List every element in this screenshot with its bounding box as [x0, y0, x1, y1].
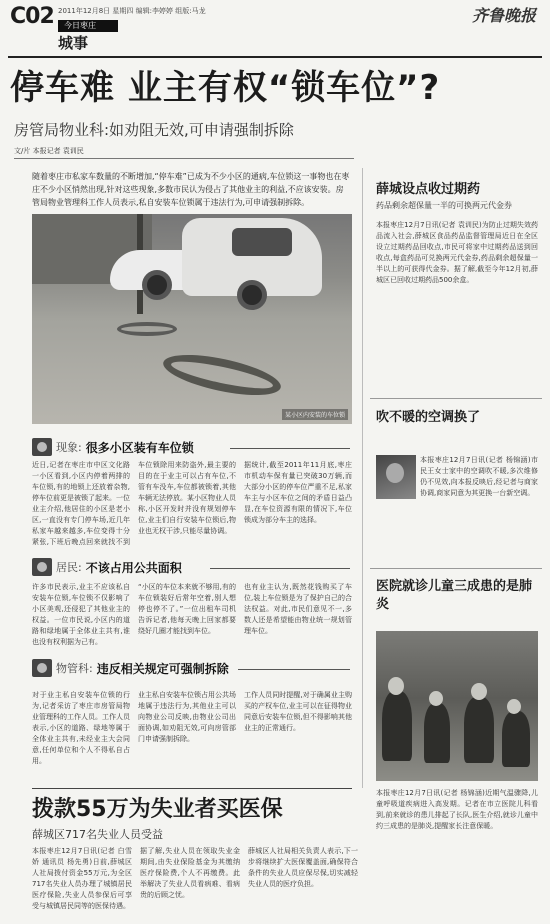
photo-car-window — [232, 228, 292, 256]
story-expired-drugs-body: 本报枣庄12月7日讯(记者 袁训民)为防止过期失效药品流入社会,薛城区食品药品监督管理局近日在全区设立过期药品回收点,市民可将家中过期药品送到回收点,每盒药品可兑换两元代金券,药品剩余超保量一半以上的可获得代金券。据了解,截至今年12月初,薛城区已回收过期药品500余盒。 — [376, 221, 538, 284]
photo-head — [429, 691, 443, 706]
photo-person — [382, 691, 412, 761]
hospital-photo — [376, 631, 538, 781]
photo-head — [507, 699, 521, 714]
column-divider — [362, 168, 363, 788]
header-divider — [8, 56, 542, 58]
bottom-story-body — [32, 846, 362, 918]
article-column: 也有业主认为,既然花钱购买了车位,装上车位锁是为了保护自己的合法权益。对此,市民们意见不一,多数人还是希望能由物业统一规划管理车位。 — [244, 583, 352, 635]
section-heading-property-office — [32, 659, 229, 677]
section-divider — [210, 568, 350, 569]
section-heading-residents — [32, 558, 182, 576]
story-divider — [370, 398, 542, 399]
camera-icon — [32, 438, 52, 456]
main-byline: 文/片 本报记者 袁训民 — [14, 147, 84, 155]
photo-person — [424, 703, 450, 763]
article-column: 工作人员同时提醒,对于确属业主购买的产权车位,业主可以在征得物业同意后安装车位锁,但不得影响其他业主的正常通行。 — [244, 691, 352, 732]
article-column: 据统计,截至2011年11月底,枣庄市机动车保有量已突破30万辆,而大部分小区的停车位严重不足,私家车主与小区车位之间的矛盾日益凸显,在车位资源有限的情况下,车位锁成为部分车主的选择。 — [244, 461, 352, 524]
article-column: 业主私自安装车位锁占用公共场地属于违法行为,其他业主可以向物业公司反映,由物业公司出面协调,如劝阻无效,可向房管部门申请强制拆除。 — [138, 691, 236, 743]
masthead — [0, 0, 550, 58]
camera-icon — [32, 558, 52, 576]
section-title: 违反相关规定可强制拆除 — [96, 661, 229, 676]
story-expired-drugs-headline: 薛城设点收过期药 — [376, 182, 481, 197]
section-kicker: 物管科: — [56, 662, 93, 675]
photo-head — [471, 683, 487, 700]
section-name: 城事 — [58, 34, 89, 52]
main-subheadline: 房管局物业科:如劝阻无效,可申请强制拆除 — [14, 121, 294, 139]
issue-meta: 2011年12月8日 星期四 编辑:李婷婷 组版:马龙 — [58, 7, 206, 15]
main-headline: 停车难 业主有权“锁车位”? — [10, 68, 441, 108]
headline-divider — [14, 158, 354, 159]
section-title: 很多小区装有车位锁 — [85, 440, 194, 455]
section-divider — [238, 669, 350, 670]
story-expired-drugs-subhead: 药品剩余超保量一半的可换两元代金券 — [376, 201, 512, 210]
photo-person — [502, 711, 530, 767]
article-column: 近日,记者在枣庄市中区文化路一小区看到,小区内停着两排的车位锁,有的地锁上还放着杂物,停车位前更是被锁了起来。一位业主介绍,他居住的小区是老小区,一直没有专门停车场,近几年私家车越来越多,车位变得十分紧张,下班后晚点回来就找不到 — [32, 461, 130, 546]
bottom-story-subhead: 薛城区717名失业人员受益 — [32, 828, 163, 841]
photo-parking-lock — [160, 347, 284, 403]
newspaper-logo: 齐鲁晚报 — [471, 6, 536, 25]
story-air-conditioner-body: 本报枣庄12月7日讯(记者 杨锦涵)市民王女士家中的空调吹不暖,多次维修仍不见效,向本报反映后,经记者与商家协调,商家同意为其更换一台新空调。 — [420, 456, 538, 497]
story-air-conditioner-headline: 吹不暖的空调换了 — [376, 410, 481, 425]
section-tag: 今日枣庄 — [58, 20, 118, 32]
section-kicker: 现象: — [56, 441, 82, 454]
article-column: 据了解,失业人员在领取失业金期间,由失业保险基金为其缴纳医疗保险费,个人不再缴费。此举解决了失业人员看病难、看病贵的后顾之忧。 — [140, 847, 240, 899]
photo-caption: 某小区内安装的车位锁 — [282, 409, 348, 420]
photo-icon — [376, 455, 416, 499]
article-column: 许多市民表示,业主不应该私自安装车位锁,车位锁不仅影响了小区美观,还侵犯了其他业主的权益。一位市民说,小区内的道路和绿地属于全体业主共有,谁也没有权利据为己有。 — [32, 583, 130, 646]
article-column: 本报枣庄12月7日讯(记者 白雪娇 通讯员 杨先勇)日前,薛城区人社局拨付资金55万元,为全区717名失业人员办理了城镇居民医疗保险,失业人员参保后可享受与城镇居民同等的医保待遇。 — [32, 847, 132, 910]
parking-lock-photo — [32, 214, 352, 424]
article-column: 薛城区人社局相关负责人表示,下一步将继续扩大医保覆盖面,确保符合条件的失业人员应保尽保,切实减轻失业人员的医疗负担。 — [248, 847, 358, 888]
photo-head — [388, 677, 404, 695]
section-heading-phenomenon — [32, 438, 194, 456]
section-divider — [230, 448, 350, 449]
bottom-story-divider — [32, 788, 352, 789]
photo-parking-lock — [117, 322, 177, 336]
story-divider — [370, 568, 542, 569]
section-kicker: 居民: — [56, 561, 82, 574]
section-title: 不该占用公共面积 — [85, 560, 182, 575]
bottom-story-headline: 拨款55万为失业者买医保 — [32, 797, 283, 822]
main-lead-paragraph: 随着枣庄市私家车数量的不断增加,“停车难”已成为不少小区的通病,车位锁这一事物也在枣庄不少小区悄然出现,针对这些现象,多数市民认为侵占了其他业主的利益,不应该安装。房管局物业管理科工作人员表示,私自安装车位锁属于违法行为,可申请强制拆除。 — [32, 172, 350, 207]
article-column: 车位锁除用来防盗外,最主要的目的在于业主可以占有车位,不管有车没车,车位都被锁着,其他车辆无法停放。某小区物业人员称,小区开发时并没有规划停车位,业主们自行安装车位锁后,物业也无权干涉,只能尽量协调。 — [138, 461, 236, 535]
photo-person — [464, 697, 494, 763]
photo-wheel — [142, 270, 172, 300]
photo-wheel — [237, 280, 267, 310]
article-column: 对于业主私自安装车位锁的行为,记者采访了枣庄市房管局物业管理科的工作人员。工作人员表示,小区的道路、绿地等属于全体业主共有,未经业主大会同意,任何单位和个人不得私自占用。 — [32, 691, 130, 765]
section-body-phenomenon — [32, 460, 352, 548]
section-body-residents — [32, 582, 352, 650]
camera-icon — [32, 659, 52, 677]
story-pneumonia-body: 本报枣庄12月7日讯(记者 杨锦涵)近期气温骤降,儿童呼吸道疾病进入高发期。记者在市立医院儿科看到,前来就诊的患儿排起了长队,医生介绍,就诊儿童中约三成患的是肺炎,提醒家长注意保暖。 — [376, 789, 538, 830]
page-number: C02 — [10, 4, 54, 29]
story-pneumonia-headline: 医院就诊儿童三成患的是肺炎 — [376, 579, 533, 612]
section-body-property-office — [32, 690, 352, 780]
article-column: “小区的车位本来就不够用,有的车位锁装好后常年空着,别人想停也停不了。”一位出租车司机告诉记者,他每天晚上回家都要绕好几圈才能找到车位。 — [138, 583, 236, 635]
